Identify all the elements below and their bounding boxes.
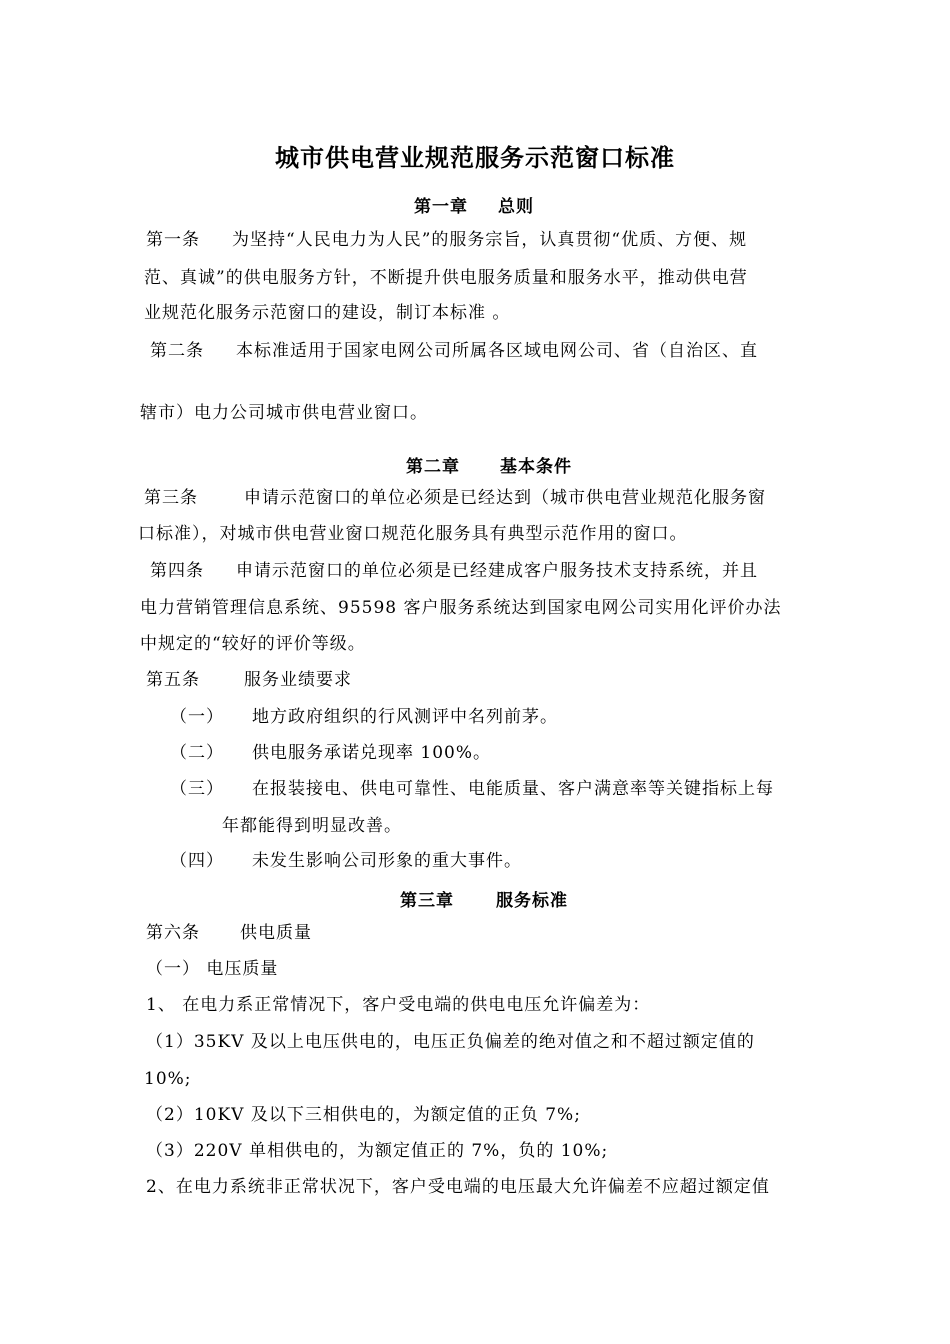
article-5-line	[146, 669, 352, 691]
list-text: 在报装接电、供电可靠性、电能质量、客户满意率等关键指标上每	[252, 779, 774, 799]
article-text: 申请示范窗口的单位必须是已经达到（城市供电营业规范化服务窗	[244, 488, 766, 508]
article-3-line-1	[144, 487, 766, 509]
chapter-heading	[414, 192, 534, 217]
list-number: （一）	[170, 707, 224, 727]
list-item	[170, 706, 558, 728]
list-text: 未发生影响公司形象的重大事件。	[252, 851, 522, 871]
paragraph: （3）220V 单相供电的，为额定值正的 7%，负的 10%;	[146, 1141, 609, 1161]
chapter-name: 基本条件	[500, 457, 572, 477]
article-2-line-1	[150, 340, 758, 362]
article-label: 第三条	[144, 488, 198, 508]
paragraph: 1、 在电力系正常情况下，客户受电端的供电电压允许偏差为：	[146, 995, 651, 1015]
chapter-number: 第一章	[414, 197, 468, 217]
chapter-number: 第三章	[400, 891, 454, 911]
article-1-line-1	[146, 229, 747, 251]
article-label: 第六条	[146, 923, 200, 943]
article-text: 本标准适用于国家电网公司所属各区域电网公司、省（自治区、直	[236, 341, 758, 361]
article-text: 服务业绩要求	[244, 670, 352, 690]
article-label: 第二条	[150, 341, 204, 361]
chapter-heading	[400, 886, 568, 911]
article-2-line-2: 辖市）电力公司城市供电营业窗口。	[140, 403, 428, 423]
list-item	[170, 778, 774, 800]
article-label: 第一条	[146, 230, 200, 250]
paragraph: 2、在电力系统非正常状况下，客户受电端的电压最大允许偏差不应超过额定值	[146, 1177, 770, 1197]
paragraph: （2）10KV 及以下三相供电的，为额定值的正负 7%;	[146, 1105, 581, 1125]
article-3-line-2: 口标准），对城市供电营业窗口规范化服务具有典型示范作用的窗口。	[138, 524, 688, 544]
article-1-line-3: 业规范化服务示范窗口的建设，制订本标准 。	[144, 303, 511, 323]
article-1-line-2: 范、真诚”的供电服务方针，不断提升供电服务质量和服务水平，推动供电营	[144, 268, 748, 288]
chapter-heading	[406, 452, 572, 477]
article-label: 第五条	[146, 670, 200, 690]
article-text: 供电质量	[240, 923, 312, 943]
sub-heading: （一） 电压质量	[146, 959, 279, 979]
list-item	[170, 850, 522, 872]
list-number: （二）	[170, 743, 224, 763]
paragraph: （1）35KV 及以上电压供电的，电压正负偏差的绝对值之和不超过额定值的	[146, 1032, 755, 1052]
list-number: （四）	[170, 851, 224, 871]
paragraph: 10%;	[144, 1069, 192, 1089]
article-4-line-2: 电力营销管理信息系统、95598 客户服务系统达到国家电网公司实用化评价办法	[140, 598, 782, 618]
list-number: （三）	[170, 779, 224, 799]
article-text: 为坚持“人民电力为人民”的服务宗旨，认真贯彻“优质、方便、规	[232, 230, 748, 250]
chapter-number: 第二章	[406, 457, 460, 477]
document-title: 城市供电营业规范服务示范窗口标准	[275, 143, 675, 172]
chapter-name: 服务标准	[496, 891, 568, 911]
article-4-line-1	[150, 560, 758, 582]
list-text: 供电服务承诺兑现率 100%。	[252, 743, 492, 763]
article-label: 第四条	[150, 561, 204, 581]
list-text: 地方政府组织的行风测评中名列前茅。	[252, 707, 558, 727]
chapter-name: 总则	[498, 197, 534, 217]
list-item	[170, 742, 491, 764]
article-4-line-3: 中规定的“较好的评价等级。	[140, 634, 366, 654]
article-6-line	[146, 922, 312, 944]
article-text: 申请示范窗口的单位必须是已经建成客户服务技术支持系统，并且	[236, 561, 758, 581]
list-item-continuation: 年都能得到明显改善。	[222, 816, 402, 836]
